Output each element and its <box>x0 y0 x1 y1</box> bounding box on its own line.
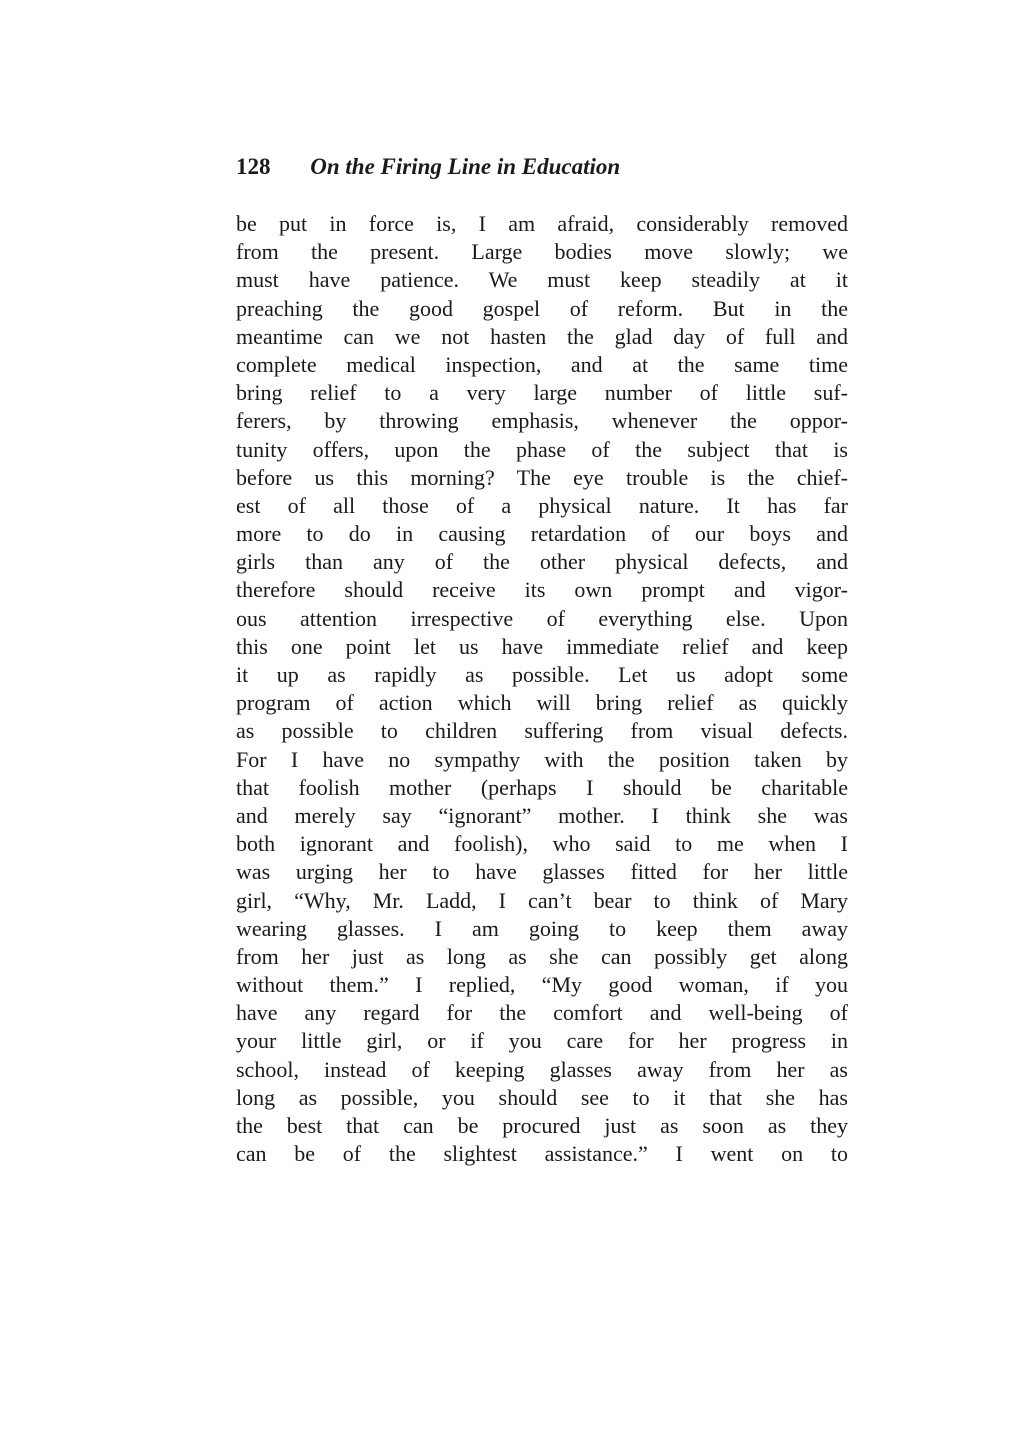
text-line: from the present. Large bodies move slowly; we <box>236 239 848 265</box>
text-line: both ignorant and foolish), who said to me when I <box>236 831 848 857</box>
text-line: this one point let us have immediate relief and keep <box>236 633 848 659</box>
text-line: that foolish mother (perhaps I should be charitable <box>236 774 848 800</box>
text-line: the best that can be procured just as soon as they <box>236 1113 848 1138</box>
text-line: was urging her to have glasses fitted for her little <box>236 859 848 885</box>
text-line: preaching the good gospel of reform. But in the <box>236 295 848 321</box>
text-line: therefore should receive its own prompt and vigor- <box>236 577 848 603</box>
text-line: have any regard for the comfort and well-being of <box>236 1000 848 1026</box>
body-text <box>236 210 848 1168</box>
text-line: it up as rapidly as possible. Let us adopt some <box>236 662 848 687</box>
text-line: est of all those of a physical nature. It has far <box>236 492 848 518</box>
text-line: your little girl, or if you care for her progress in <box>236 1028 848 1054</box>
text-line: as possible to children suffering from visual defects. <box>236 718 848 744</box>
text-line: meantime can we not hasten the glad day of full and <box>236 323 848 349</box>
text-line: long as possible, you should see to it that she has <box>236 1084 848 1110</box>
text-line: can be of the slightest assistance.” I went on to <box>236 1141 848 1167</box>
text-line: ous attention irrespective of everything else. Upon <box>236 605 848 631</box>
page-number: 128 <box>236 154 271 179</box>
text-line: and merely say “ignorant” mother. I think she was <box>236 802 848 828</box>
text-line: For I have no sympathy with the position taken by <box>236 746 848 772</box>
text-line: tunity offers, upon the phase of the subject that is <box>236 436 848 462</box>
running-head <box>236 154 856 190</box>
text-line: complete medical inspection, and at the same time <box>236 351 848 377</box>
text-line: girls than any of the other physical defects, and <box>236 549 848 575</box>
text-line: girl, “Why, Mr. Ladd, I can’t bear to think of Mary <box>236 887 848 913</box>
text-line: program of action which will bring relief as quickly <box>236 690 848 716</box>
text-line: school, instead of keeping glasses away from her as <box>236 1056 848 1082</box>
text-line: bring relief to a very large number of little suf- <box>236 380 848 406</box>
text-line: ferers, by throwing emphasis, whenever the oppor- <box>236 408 848 434</box>
text-line: before us this morning? The eye trouble is the chief- <box>236 464 848 490</box>
text-line: wearing glasses. I am going to keep them away <box>236 915 848 941</box>
text-line: from her just as long as she can possibly get along <box>236 943 848 969</box>
text-line: more to do in causing retardation of our boys and <box>236 521 848 547</box>
book-title: On the Firing Line in Education <box>310 154 621 179</box>
text-line: be put in force is, I am afraid, considerably removed <box>236 211 848 236</box>
text-line: must have patience. We must keep steadily at it <box>236 267 848 293</box>
text-line: without them.” I replied, “My good woman, if you <box>236 972 848 998</box>
